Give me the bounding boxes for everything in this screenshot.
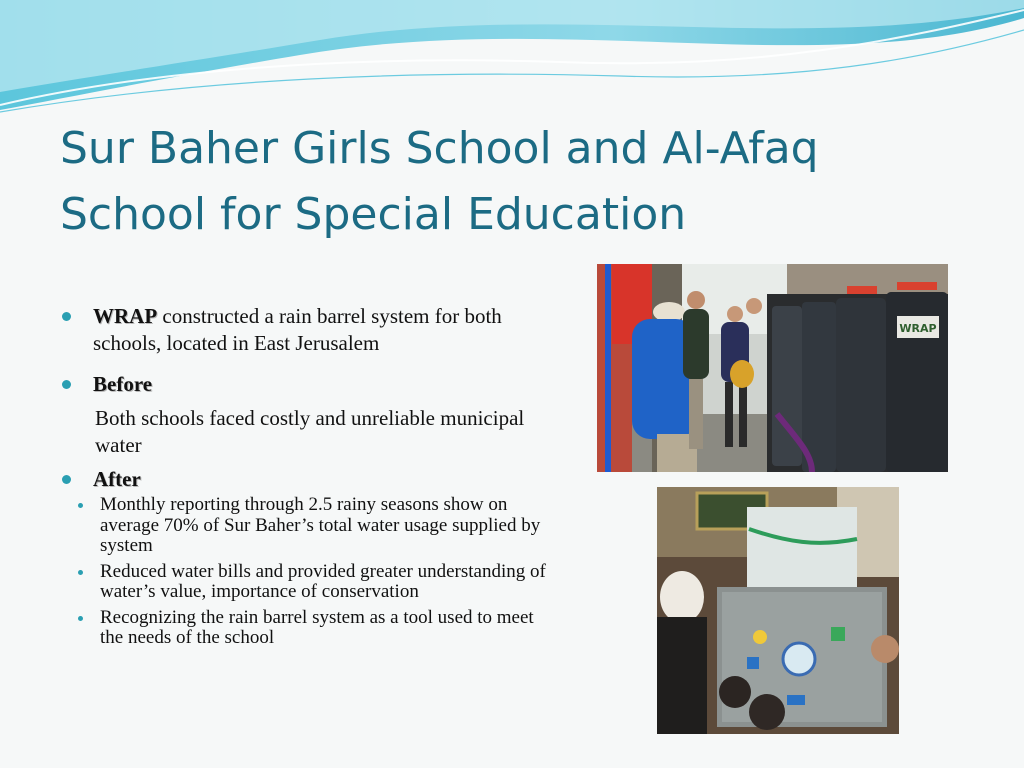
after-label: After — [93, 467, 141, 491]
bullet-dot-icon — [62, 380, 71, 389]
bullet-dot-icon — [62, 475, 71, 484]
bullet-wrap — [60, 303, 513, 357]
bullet-before — [60, 371, 550, 459]
wrap-text: constructed a rain barrel system for both schools, located in East Jerusalem — [93, 304, 502, 355]
sub-bullet-dot-icon — [78, 570, 83, 575]
bullet-content — [60, 303, 550, 654]
after-sublist — [60, 495, 550, 649]
slide-title — [60, 116, 960, 248]
barrel-label — [897, 316, 939, 338]
title-line-2: School for Special Education — [60, 189, 687, 240]
header-wave-decoration — [0, 0, 1024, 120]
before-label: Before — [93, 372, 153, 396]
students-poster-photo — [657, 487, 899, 734]
sub-bullet-dot-icon — [78, 503, 83, 508]
bullet-dot-icon — [62, 312, 71, 321]
title-line-1: Sur Baher Girls School and Al-Afaq — [60, 123, 819, 174]
before-text: Both schools faced costly and unreliable municipal water — [95, 406, 525, 457]
svg-text:WRAP: WRAP — [899, 322, 937, 335]
after-item: Monthly reporting through 2.5 rainy seasons show on average 70% of Sur Baher’s total water usage supplied by system — [60, 495, 548, 557]
after-item: Recognizing the rain barrel system as a tool used to meet the needs of the school — [60, 608, 548, 649]
wrap-label: WRAP — [93, 304, 158, 328]
after-item: Reduced water bills and provided greater understanding of water’s value, importance of conservation — [60, 562, 548, 603]
rain-barrel-photo — [597, 264, 948, 472]
bullet-after — [60, 466, 550, 493]
sub-bullet-dot-icon — [78, 616, 83, 621]
